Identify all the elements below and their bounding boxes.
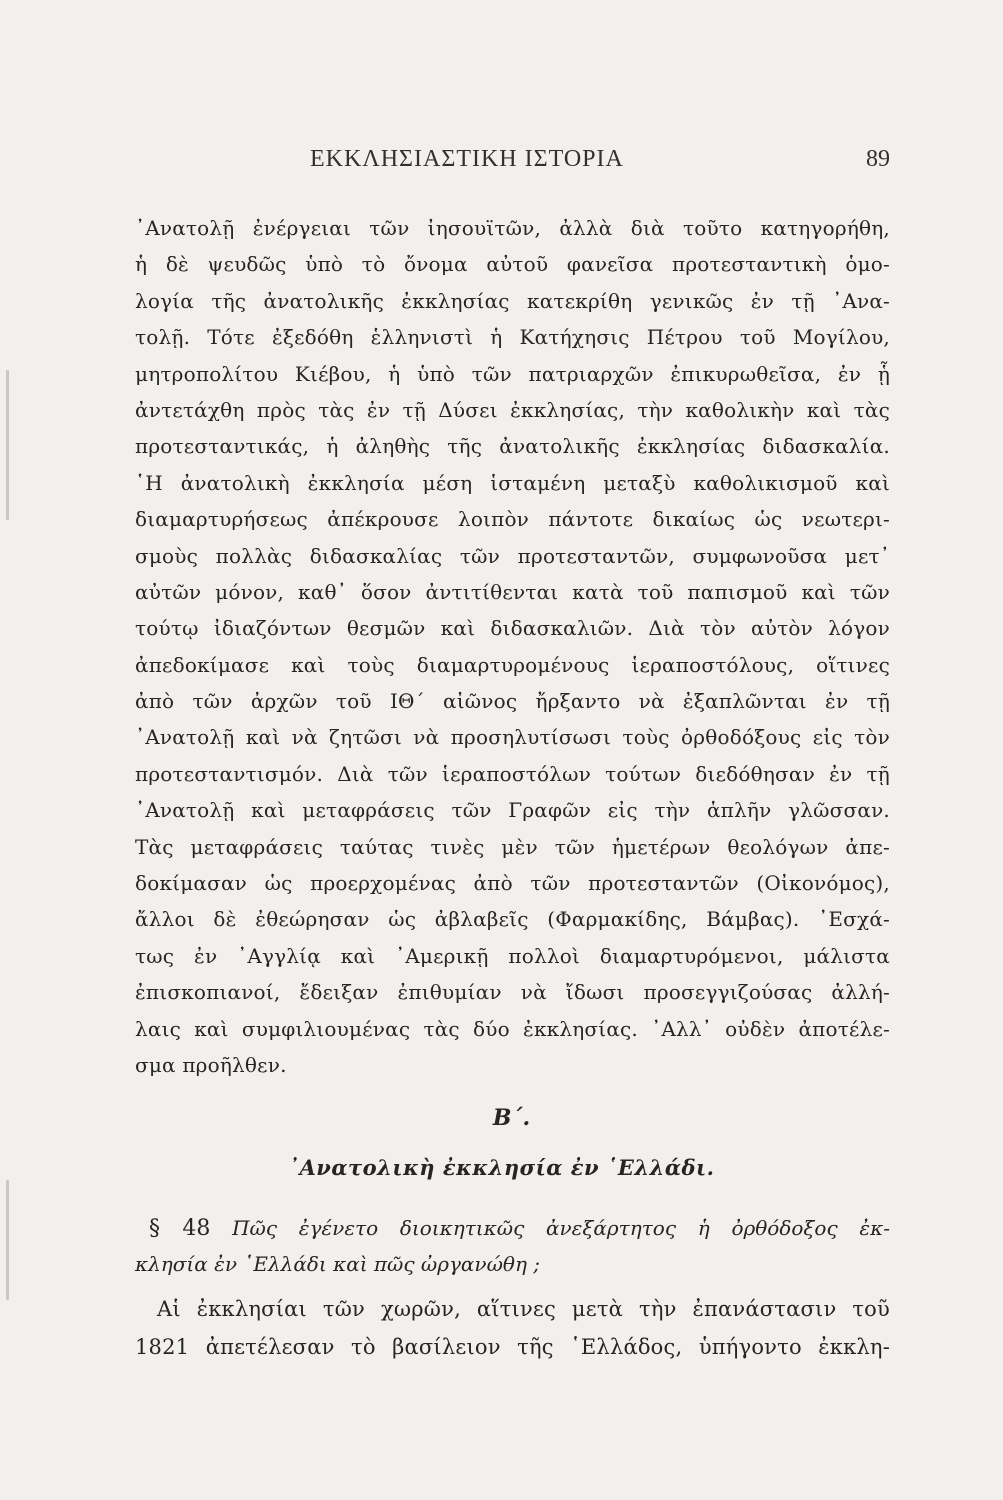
text-line: τολῇ. Τότε ἐξεδόθη ἑλληνιστὶ ἡ Κατήχησις Πέτρου τοῦ Μογίλου, (135, 325, 890, 350)
text-line: λογία τῆς ἀνατολικῆς ἐκκλησίας κατεκρίθη γενικῶς ἐν τῇ ᾿Ανα- (135, 288, 890, 313)
text-line: ᾿Ανατολῇ καὶ μεταφράσεις τῶν Γραφῶν εἰς τὴν ἁπλῆν γλῶσσαν. (135, 798, 890, 823)
text-line: ἀπεδοκίμασε καὶ τοὺς διαμαρτυρομένους ἱεραποστόλους, οἵτινες (135, 652, 890, 677)
text-line: Τὰς μεταφράσεις ταύτας τινὲς μὲν τῶν ἡμετέρων θεολόγων ἀπε- (135, 834, 890, 859)
text-line: Αἱ ἐκκλησίαι τῶν χωρῶν, αἵτινες μετὰ τὴν ἐπανάστασιν τοῦ (157, 1297, 890, 1321)
text-line: 1821 ἀπετέλεσαν τὸ βασίλειον τῆς ῾Ελλάδος, ὑπήγοντο ἐκκλη- (135, 1335, 890, 1359)
text-line: διαμαρτυρήσεως ἀπέκρουσε λοιπὸν πάντοτε δικαίως ὡς νεωτερι- (135, 507, 890, 532)
running-header (135, 146, 890, 182)
text-line: αὐτῶν μόνον, καθ᾿ ὅσον ἀντιτίθενται κατὰ τοῦ παπισμοῦ καὶ τῶν (135, 579, 890, 604)
paragraph-heading-line: κλησία ἐν ῾Ελλάδι καὶ πῶς ὠργανώθη ; (135, 1252, 541, 1276)
text-line: ᾿Ανατολῇ καὶ νὰ ζητῶσι νὰ προσηλυτίσωσι τοὺς ὀρθοδόξους εἰς τὸν (135, 725, 890, 750)
text-line: ᾿Ανατολῇ ἐνέργειαι τῶν ἰησουϊτῶν, ἀλλὰ διὰ τοῦτο κατηγορήθη, (135, 216, 890, 240)
closing-paragraph (135, 1290, 890, 1366)
text-line: ἡ δὲ ψευδῶς ὑπὸ τὸ ὄνομα αὐτοῦ φανεῖσα προτεσταντικὴ ὁμο- (135, 252, 890, 277)
text-line: ῾Η ἀνατολικὴ ἐκκλησία μέση ἱσταμένη μεταξὺ καθολικισμοῦ καὶ (135, 470, 890, 495)
paragraph-heading (135, 1210, 890, 1282)
text-line: ἀντετάχθη πρὸς τὰς ἐν τῇ Δύσει ἐκκλησίας, τὴν καθολικὴν καὶ τὰς (135, 397, 890, 422)
text-line: ἄλλοι δὲ ἐθεώρησαν ὡς ἀβλαβεῖς (Φαρμακίδης, Βάμβας). ᾿Εσχά- (135, 907, 890, 932)
text-line: ἐπισκοπιανοί, ἔδειξαν ἐπιθυμίαν νὰ ἴδωσι προσεγγιζούσας ἀλλή- (135, 980, 890, 1005)
text-line: δοκίμασαν ὡς προερχομένας ἀπὸ τῶν προτεσταντῶν (Οἰκονόμος), (135, 871, 890, 896)
text-line: τούτῳ ἰδιαζόντων θεσμῶν καὶ διδασκαλιῶν. Διὰ τὸν αὐτὸν λόγον (135, 616, 890, 641)
page-number: 89 (866, 146, 890, 172)
running-title: ΕΚΚΛΗΣΙΑΣΤΙΚΗ ΙΣΤΟΡΙΑ (310, 146, 624, 172)
text-line: σμοὺς πολλὰς διδασκαλίας τῶν προτεσταντῶν, συμφωνοῦσα μετ᾿ (135, 543, 890, 568)
section-letter: Β΄. (492, 1105, 531, 1131)
text-line: προτεσταντικάς, ἡ ἀληθὴς τῆς ἀνατολικῆς ἐκκλησίας διδασκαλία. (135, 434, 890, 459)
page-edge-mark (6, 1180, 9, 1300)
paragraph-mark: § 48 (149, 1216, 211, 1241)
paragraph-heading-line (135, 1210, 890, 1246)
main-paragraph (135, 210, 890, 1083)
paragraph-heading-text: Πῶς ἐγένετο διοικητικῶς ἀνεξάρτητος ἡ ὀρθόδοξος ἐκ- (232, 1216, 890, 1240)
text-line: μητροπολίτου Κιέβου, ἡ ὑπὸ τῶν πατριαρχῶν ἐπικυρωθεῖσα, ἐν ᾗ (135, 361, 890, 386)
text-line: σμα προῆλθεν. (135, 1052, 287, 1077)
text-line: ἀπὸ τῶν ἀρχῶν τοῦ ΙΘ´ αἰῶνος ἤρξαντο νὰ ἐξαπλῶνται ἐν τῇ (135, 689, 890, 714)
text-line: τως ἐν ᾿Αγγλίᾳ καὶ ᾿Αμερικῇ πολλοὶ διαμαρτυρόμενοι, μάλιστα (135, 943, 890, 968)
page-edge-mark (6, 370, 9, 520)
text-line: λαις καὶ συμφιλιουμένας τὰς δύο ἐκκλησίας. ᾿Αλλ᾿ οὐδὲν ἀποτέλε- (135, 1016, 890, 1041)
section-title: ᾿Ανατολικὴ ἐκκλησία ἐν ῾Ελλάδι. (288, 1155, 715, 1180)
text-line: προτεσταντισμόν. Διὰ τῶν ἱεραποστόλων τούτων διεδόθησαν ἐν τῇ (135, 761, 890, 786)
